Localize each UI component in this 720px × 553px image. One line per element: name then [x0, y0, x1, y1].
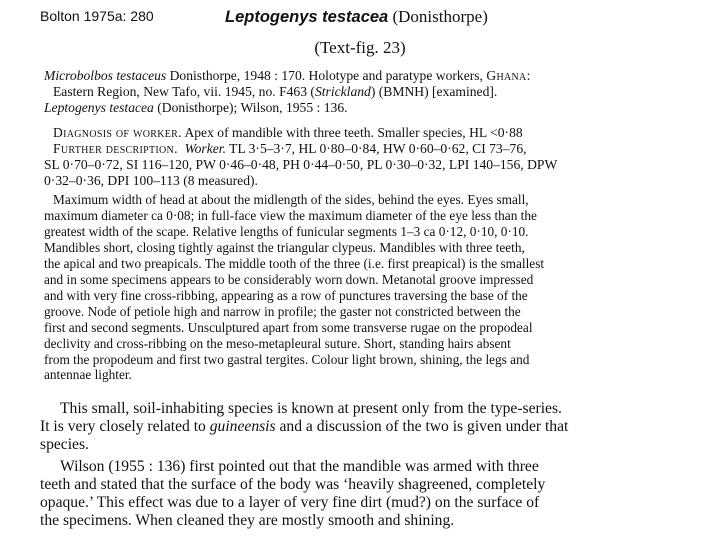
- measurements-text: TL 3·5–3·7, HL 0·80–0·84, HW 0·60–0·62, CI 73–76,: [225, 141, 527, 156]
- synonymy-block: [44, 68, 690, 116]
- description-line: the apical and two preapicals. The middle tooth of the three (i.e. first preapical) is the smallest: [44, 255, 545, 271]
- paragraph-line: the specimens. When cleaned they are mostly smooth and shining.: [40, 512, 455, 529]
- discussion-paragraph-2: [40, 458, 700, 530]
- species-name: Leptogenys testacea: [225, 8, 389, 26]
- country-name: Ghana: [486, 68, 527, 83]
- combination-text: (Donisthorpe); Wilson, 1955 : 136.: [153, 100, 348, 115]
- diagnosis-line: [44, 125, 690, 141]
- further-description-line-3: 0·32–0·36, DPI 100–113 (8 measured).: [44, 173, 258, 188]
- paragraph-line: species.: [40, 436, 89, 453]
- description-line: first and second segments. Unsculptured apart from some transverse rugae on the propodeal: [44, 319, 533, 335]
- synonymy-line-1: [44, 68, 690, 84]
- paragraph-line: teeth and stated that the surface of the body was ‘heavily shagreened, completely: [40, 476, 546, 493]
- further-description-label: Further description.: [53, 141, 178, 156]
- synonymy-colon: :: [526, 68, 531, 83]
- species-authority: (Donisthorpe): [392, 7, 488, 26]
- source-reference: Bolton 1975a: 280: [40, 8, 154, 24]
- diagnosis-text: Apex of mandible with three teeth. Smaller species, HL <0·88: [181, 125, 523, 140]
- paragraph-line: Wilson (1955 : 136) first pointed out that the mandible was armed with three: [60, 458, 539, 475]
- combination-name: Leptogenys testacea: [44, 100, 154, 115]
- description-line: from the propodeum and first two gastral tergites. Colour light brown, shining, the legs and: [44, 351, 530, 367]
- diagnosis-block: [44, 125, 690, 189]
- paragraph-line: [40, 418, 700, 436]
- repository-text: ) (BMNH) [examined].: [370, 84, 498, 99]
- paragraph-text: It is very closely related to: [40, 418, 210, 435]
- paragraph-text: and a discussion of the two is given under that: [275, 418, 569, 435]
- collector-name: Strickland: [314, 84, 371, 99]
- diagnosis-label: Diagnosis of worker.: [53, 125, 182, 140]
- further-description-line-2: SL 0·70–0·72, SI 116–120, PW 0·46–0·48, PH 0·44–0·50, PL 0·30–0·32, LPI 140–156, DPW: [44, 157, 558, 172]
- synonymy-text: Donisthorpe, 1948 : 170. Holotype and paratype workers,: [166, 68, 487, 83]
- synonym-name: Microbolbos testaceus: [44, 68, 167, 83]
- description-line: and in some specimens appears to be considerably worn down. Metanotal groove impressed: [44, 271, 534, 287]
- description-line: groove. Node of petiole high and narrow in profile; the gaster not constricted between the: [44, 303, 521, 319]
- related-species-name: guineensis: [209, 418, 276, 435]
- species-title: [225, 7, 488, 27]
- discussion-paragraph-1: [40, 400, 700, 454]
- text-figure-reference: (Text-fig. 23): [314, 38, 406, 57]
- description-block: [44, 192, 690, 383]
- synonymy-line-2: [44, 84, 690, 100]
- synonymy-line-3: [44, 100, 690, 116]
- paragraph-line: opaque.’ This effect was due to a layer of very fine dirt (mud?) on the surface of: [40, 494, 540, 511]
- description-line: Maximum width of head at about the midlength of the sides, behind the eyes. Eyes small,: [53, 192, 529, 207]
- description-line: antennae lighter.: [44, 367, 132, 383]
- caste-label: Worker.: [184, 141, 226, 156]
- description-line: declivity and cross-ribbing on the meso-metapleural suture. Short, standing hairs absent: [44, 335, 511, 351]
- paragraph-line: This small, soil-inhabiting species is known at present only from the type-series.: [60, 400, 562, 417]
- description-line: and with very fine cross-ribbing, appearing as a row of punctures traversing the base of the: [44, 287, 528, 303]
- description-line: maximum diameter ca 0·08; in full-face view the maximum diameter of the eye less than the: [44, 207, 537, 223]
- further-description-line-1: [44, 141, 690, 157]
- description-line: greatest width of the scape. Relative lengths of funicular segments 1–3 ca 0·12, 0·10, 0·10.: [44, 223, 529, 239]
- description-line: Mandibles short, closing tightly against the triangular clypeus. Mandibles with three teeth,: [44, 239, 525, 255]
- locality-text: Eastern Region, New Tafo, vii. 1945, no. F463 (: [53, 84, 315, 99]
